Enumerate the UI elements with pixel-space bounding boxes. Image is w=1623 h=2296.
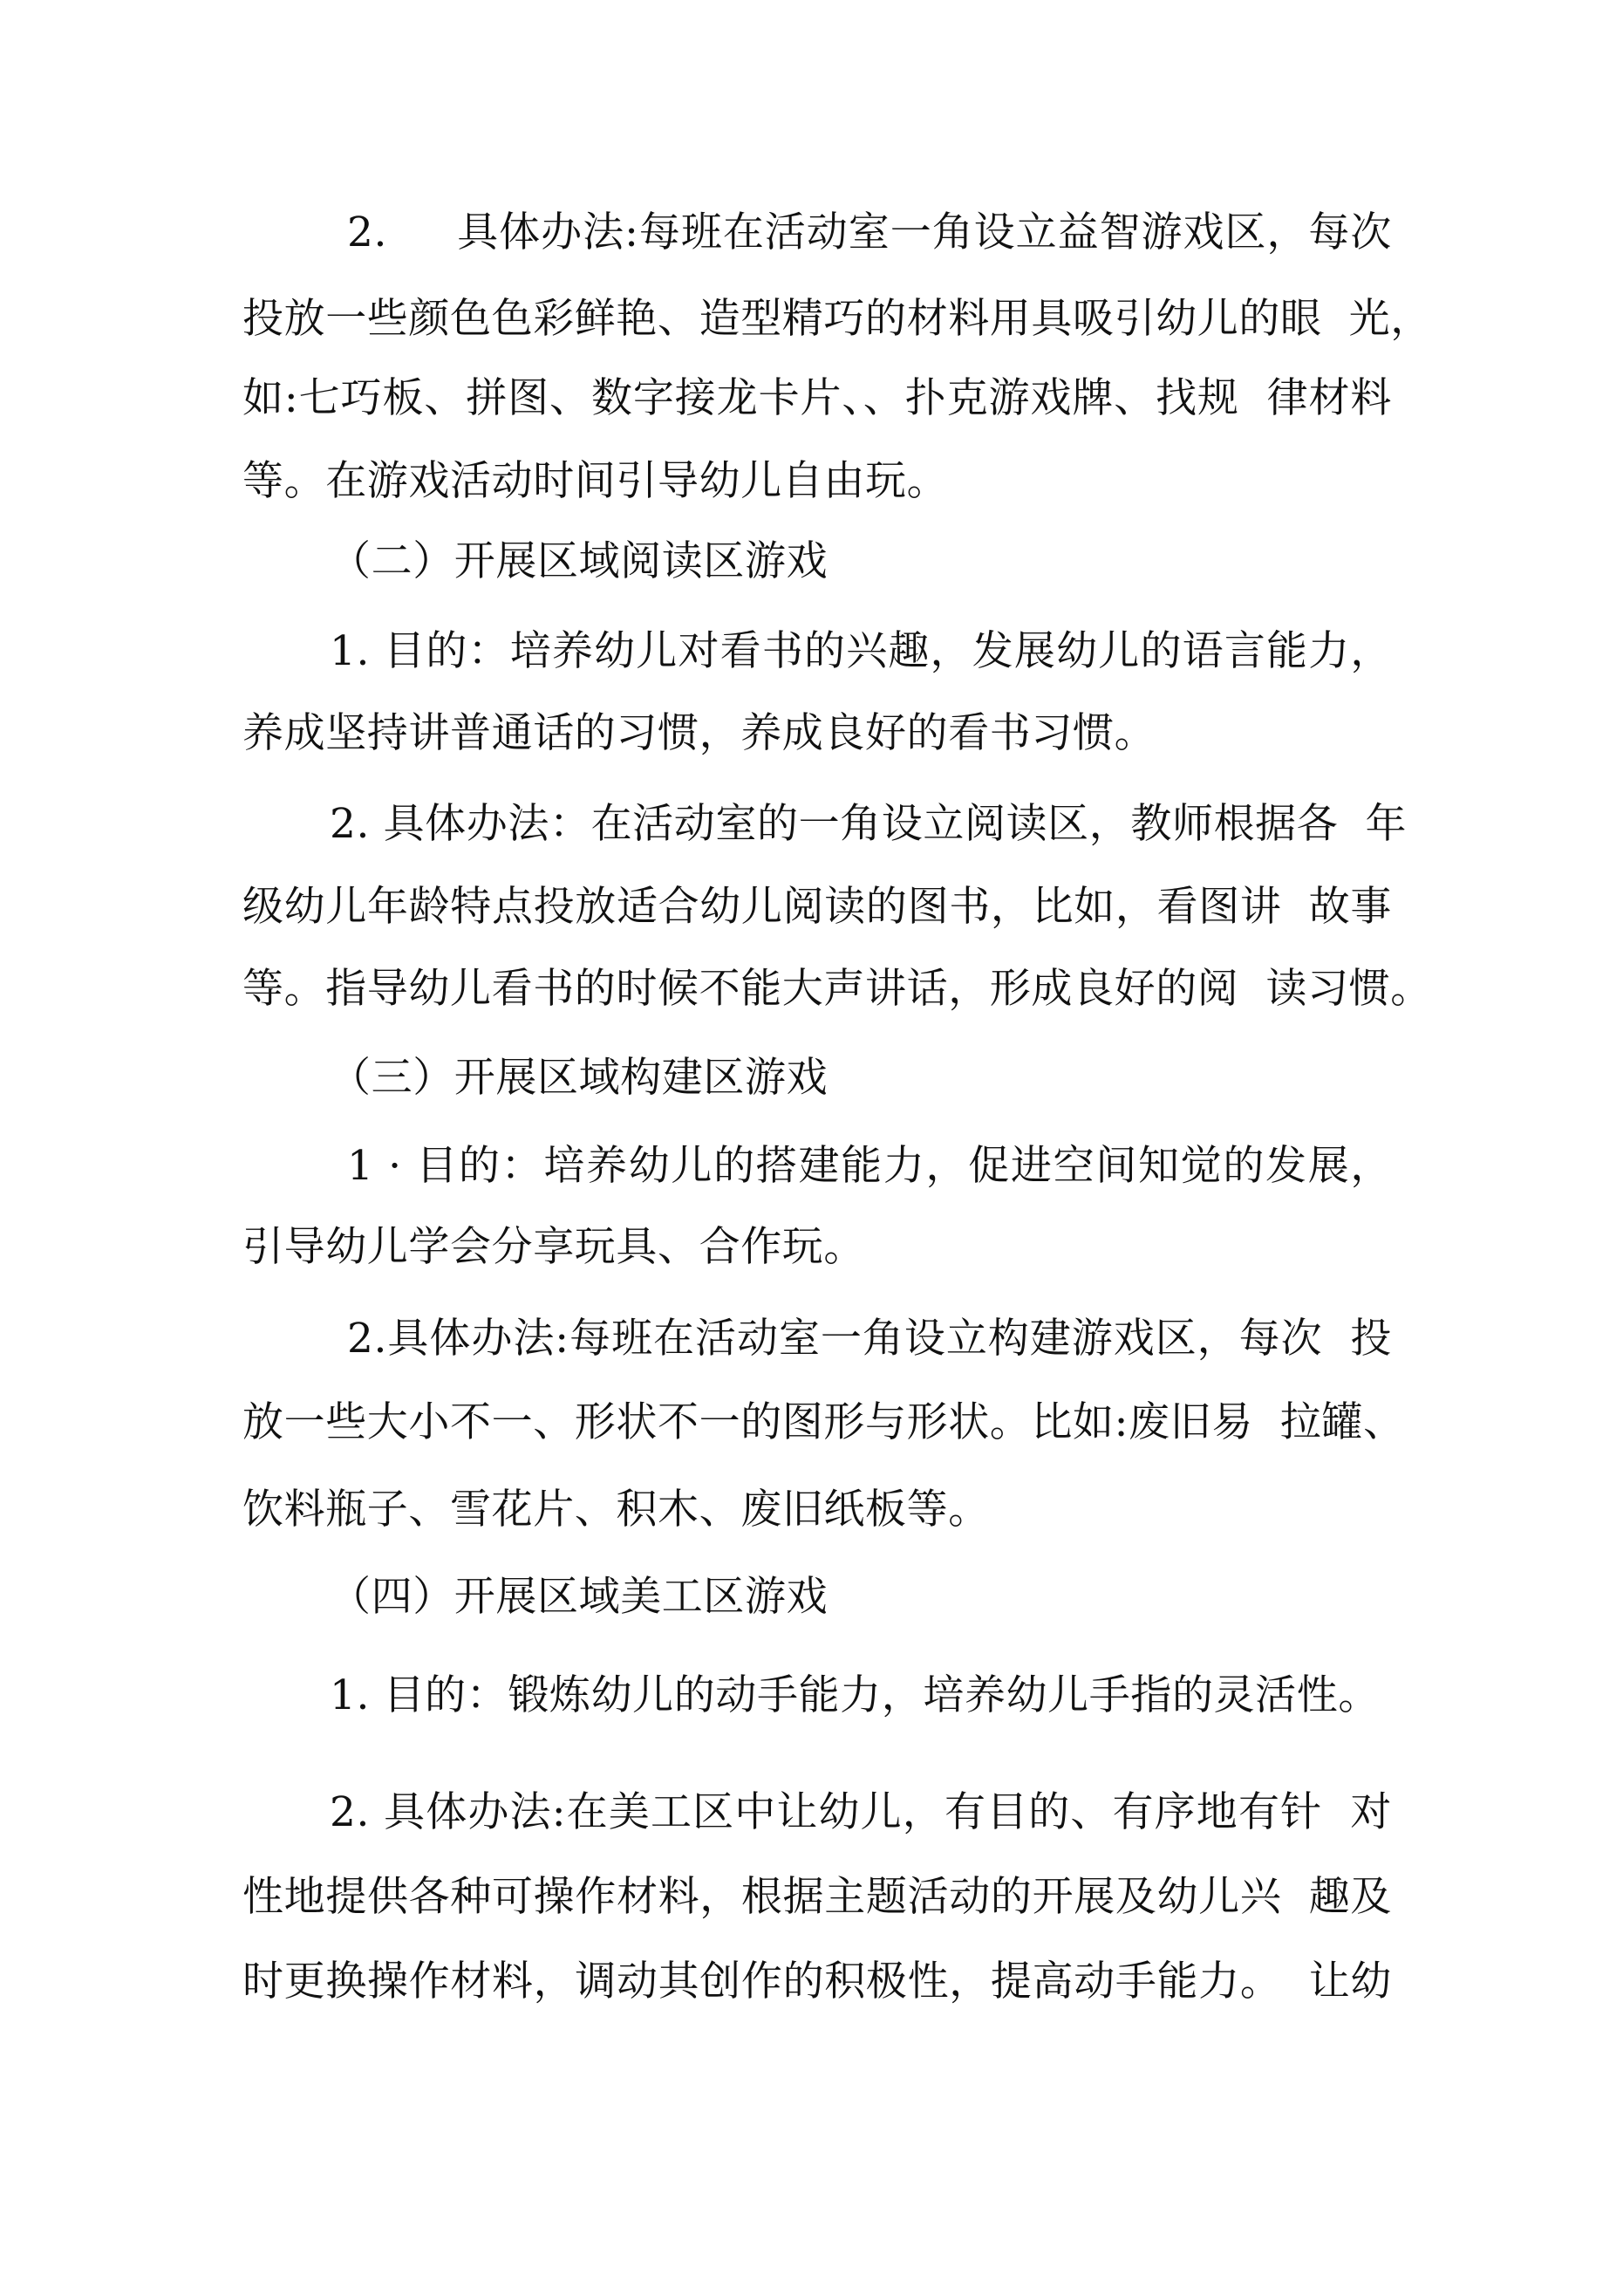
paragraph-line: 级幼儿年龄特点投放适合幼儿阅读的图书，比如，看图讲 故事: [242, 883, 1392, 931]
paragraph-line: 放一些大小不一、形状不一的图形与形状。比如:废旧易 拉罐、: [242, 1398, 1405, 1446]
paragraph-line: 1 · 目的：培养幼儿的搭建能力，促进空间知觉的发展，: [347, 1142, 1392, 1190]
paragraph-line: 等。指导幼儿看书的时候不能大声讲话，形成良好的阅 读习惯。: [242, 965, 1432, 1013]
section-heading: （三）开展区域构建区游戏: [330, 1054, 829, 1102]
paragraph-line: 性地提供各种可操作材料，根据主题活动的开展及幼儿兴 趣及: [242, 1873, 1392, 1921]
paragraph-line: 2. 具体办法:每班在活动室一角设立益智游戏区，每次: [347, 208, 1392, 256]
paragraph-line: 养成坚持讲普通话的习惯，养成良好的看书习惯。: [242, 709, 1156, 757]
paragraph-line: 2.具体办法:每班在活动室一角设立构建游戏区，每次 投: [347, 1315, 1392, 1363]
paragraph-line: 时更换操作材料，调动其创作的积极性，提高动手能力。 让幼: [242, 1958, 1392, 2006]
paragraph-line: 1. 目的：锻炼幼儿的动手能力，培养幼儿手指的灵活性。: [330, 1671, 1380, 1719]
paragraph-line: 饮料瓶子、雪花片、积木、废旧纸板等。: [242, 1486, 990, 1534]
paragraph-line: 引导幼儿学会分享玩具、合作玩。: [242, 1223, 865, 1271]
paragraph-line: 投放一些颜色色彩鲜艳、造型精巧的材料用具吸引幼儿的眼 光，: [242, 295, 1432, 343]
paragraph-line: 2. 具体办法：在活动室的一角设立阅读区，教师根据各 年: [330, 800, 1408, 848]
paragraph-line: 2. 具体办法:在美工区中让幼儿，有目的、有序地有针 对: [330, 1788, 1392, 1836]
paragraph-line: 如:七巧板、拼图、数字接龙卡片、、扑克游戏牌、找规 律材料: [242, 374, 1392, 422]
paragraph-line: 1. 目的：培养幼儿对看书的兴趣，发展幼儿的语言能力，: [330, 627, 1392, 675]
paragraph-line: 等。在游戏活动时间引导幼儿自由玩。: [242, 457, 949, 505]
section-heading: （四）开展区域美工区游戏: [330, 1573, 829, 1621]
section-heading: （二）开展区域阅读区游戏: [330, 537, 829, 585]
